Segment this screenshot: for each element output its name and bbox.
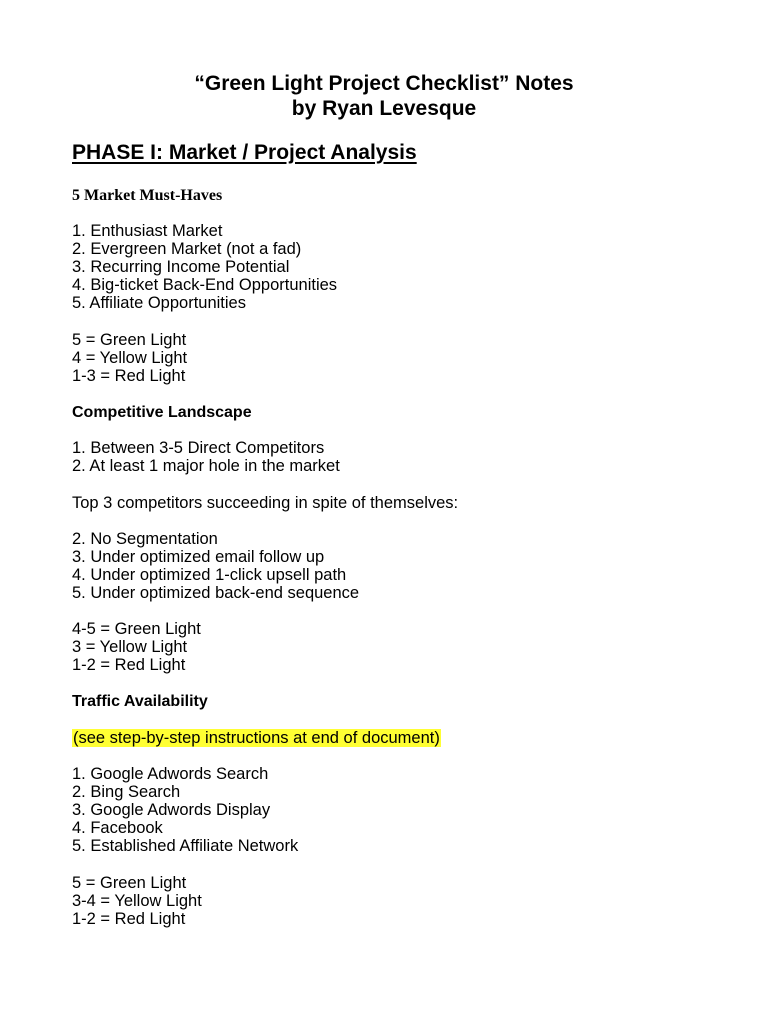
list-item: 5. Established Affiliate Network	[72, 837, 299, 855]
competitors-weakness-list	[72, 530, 359, 602]
list-item: 1. Enthusiast Market	[72, 222, 223, 240]
list-item: 2. At least 1 major hole in the market	[72, 457, 340, 475]
scoring-item: 5 = Green Light	[72, 331, 187, 349]
list-item: 1. Between 3-5 Direct Competitors	[72, 439, 325, 457]
competitors-intro: Top 3 competitors succeeding in spite of themselves:	[72, 494, 459, 512]
list-item: 1. Google Adwords Search	[72, 765, 269, 783]
list-item: 4. Big-ticket Back-End Opportunities	[72, 276, 338, 294]
scoring-item: 1-2 = Red Light	[72, 910, 186, 928]
list-item: 2. Evergreen Market (not a fad)	[72, 240, 302, 258]
list-item: 5. Under optimized back-end sequence	[72, 584, 360, 602]
competitive-list	[72, 439, 340, 475]
list-item: 2. No Segmentation	[72, 530, 218, 548]
scoring-item: 3-4 = Yellow Light	[72, 892, 202, 910]
competitive-scoring	[72, 620, 201, 674]
highlighted-note: (see step-by-step instructions at end of document)	[73, 729, 440, 747]
must-haves-heading: 5 Market Must-Haves	[72, 187, 223, 204]
must-haves-scoring	[72, 331, 187, 385]
must-haves-list	[72, 222, 337, 312]
list-item: 5. Affiliate Opportunities	[72, 294, 246, 312]
list-item: 4. Facebook	[72, 819, 163, 837]
phase-heading: PHASE I: Market / Project Analysis	[72, 141, 417, 164]
scoring-item: 1-3 = Red Light	[72, 367, 186, 385]
competitive-heading: Competitive Landscape	[72, 404, 252, 421]
scoring-item: 5 = Green Light	[72, 874, 187, 892]
list-item: 3. Recurring Income Potential	[72, 258, 290, 276]
scoring-item: 1-2 = Red Light	[72, 656, 186, 674]
list-item: 3. Under optimized email follow up	[72, 548, 325, 566]
traffic-scoring	[72, 874, 202, 928]
document-author: by Ryan Levesque	[291, 97, 477, 120]
traffic-heading: Traffic Availability	[72, 693, 208, 710]
traffic-note	[72, 729, 441, 747]
list-item: 4. Under optimized 1-click upsell path	[72, 566, 347, 584]
scoring-item: 4 = Yellow Light	[72, 349, 188, 367]
list-item: 2. Bing Search	[72, 783, 181, 801]
traffic-sources-list	[72, 765, 298, 855]
list-item: 3. Google Adwords Display	[72, 801, 271, 819]
scoring-item: 3 = Yellow Light	[72, 638, 188, 656]
scoring-item: 4-5 = Green Light	[72, 620, 201, 638]
document-title: “Green Light Project Checklist” Notes	[194, 72, 574, 95]
